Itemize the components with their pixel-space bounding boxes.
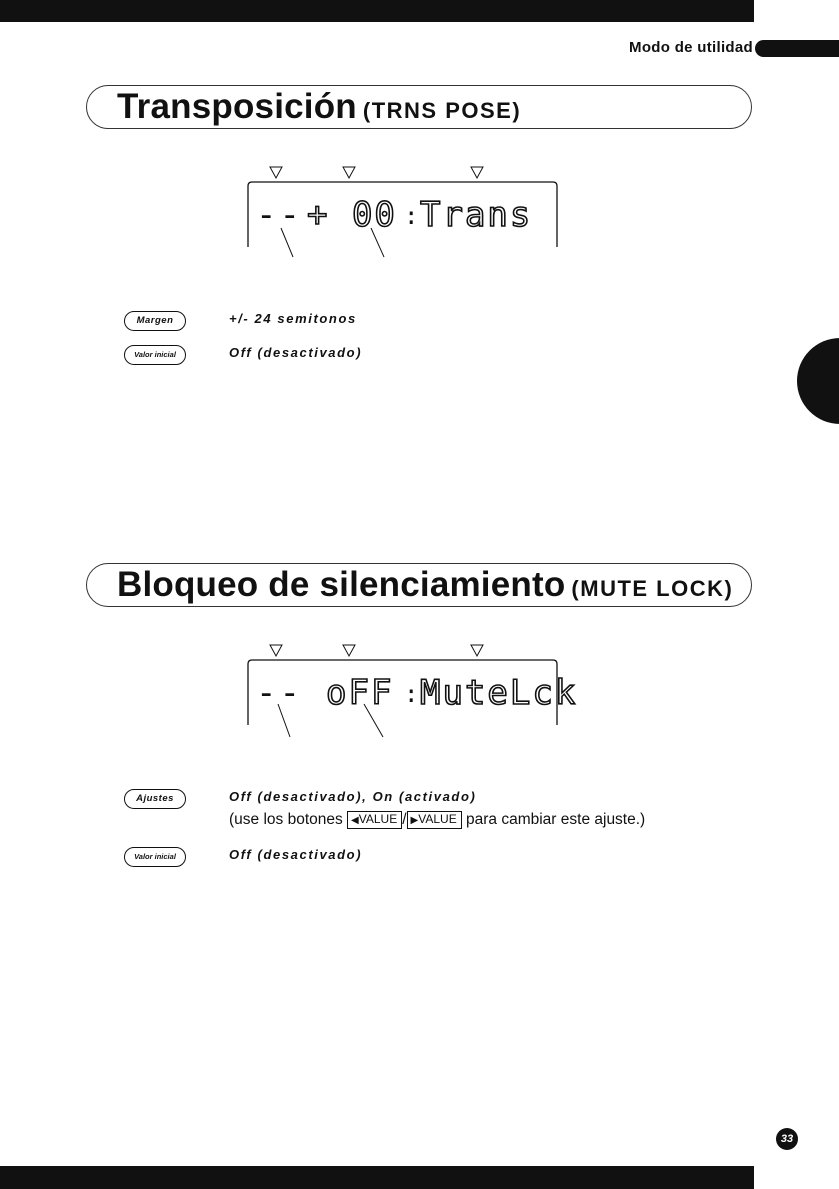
badge-ajustes: Ajustes	[124, 789, 186, 809]
badge-valor-inicial: Valor inicial	[124, 847, 186, 867]
title-main-text: Transposición	[117, 87, 357, 126]
lcd-left-digits: --	[256, 673, 303, 713]
lcd-separator: :	[404, 680, 421, 708]
value-up-label: VALUE	[418, 812, 457, 826]
lcd-right-label: MuteLck	[420, 673, 578, 713]
indicator-arrow-2	[343, 645, 355, 656]
value-down-key	[347, 811, 402, 829]
title-subtitle: (MUTE LOCK)	[571, 576, 734, 601]
value-down-label: VALUE	[358, 812, 398, 826]
page-number: 33	[776, 1128, 798, 1150]
section-header: Modo de utilidad	[629, 39, 753, 56]
title-main-text: Bloqueo de silenciamiento	[117, 565, 566, 604]
value-up-icon: ▶	[410, 815, 419, 826]
settings-value: Off (desactivado), On (activado)	[229, 789, 477, 804]
value-down-icon: ◀	[351, 815, 359, 826]
header-tab	[755, 40, 839, 57]
usage-note	[229, 811, 645, 829]
section-title-box	[86, 85, 752, 129]
lcd-middle-value: + 00	[307, 195, 397, 235]
note-after: para cambiar este ajuste.)	[461, 811, 646, 828]
initial-value: Off (desactivado)	[229, 345, 363, 360]
badge-valor-inicial: Valor inicial	[124, 345, 186, 365]
indicator-arrow-3	[471, 645, 483, 656]
indicator-arrow-1	[270, 645, 282, 656]
indicator-arrow-3	[471, 167, 483, 178]
range-value: +/- 24 semitonos	[229, 311, 357, 326]
note-before: (use los botones	[229, 811, 348, 828]
top-bar	[0, 0, 754, 22]
lcd-left-digits: --	[256, 195, 303, 235]
note-slash: /	[402, 811, 407, 828]
initial-value: Off (desactivado)	[229, 847, 363, 862]
title-subtitle: (TRNS POSE)	[362, 98, 522, 123]
section-title	[117, 87, 521, 127]
bottom-bar	[0, 1166, 754, 1189]
section-title-box	[86, 563, 752, 607]
value-up-key	[407, 811, 462, 829]
lcd-middle-value: oFF	[326, 673, 394, 713]
indicator-arrow-1	[270, 167, 282, 178]
lcd-separator: :	[404, 202, 421, 230]
lcd-display	[0, 160, 839, 260]
badge-margen: Margen	[124, 311, 186, 331]
side-tab	[797, 338, 839, 424]
lcd-display	[0, 638, 839, 738]
section-title	[117, 565, 733, 605]
lcd-right-label: Trans	[420, 195, 533, 235]
indicator-arrow-2	[343, 167, 355, 178]
